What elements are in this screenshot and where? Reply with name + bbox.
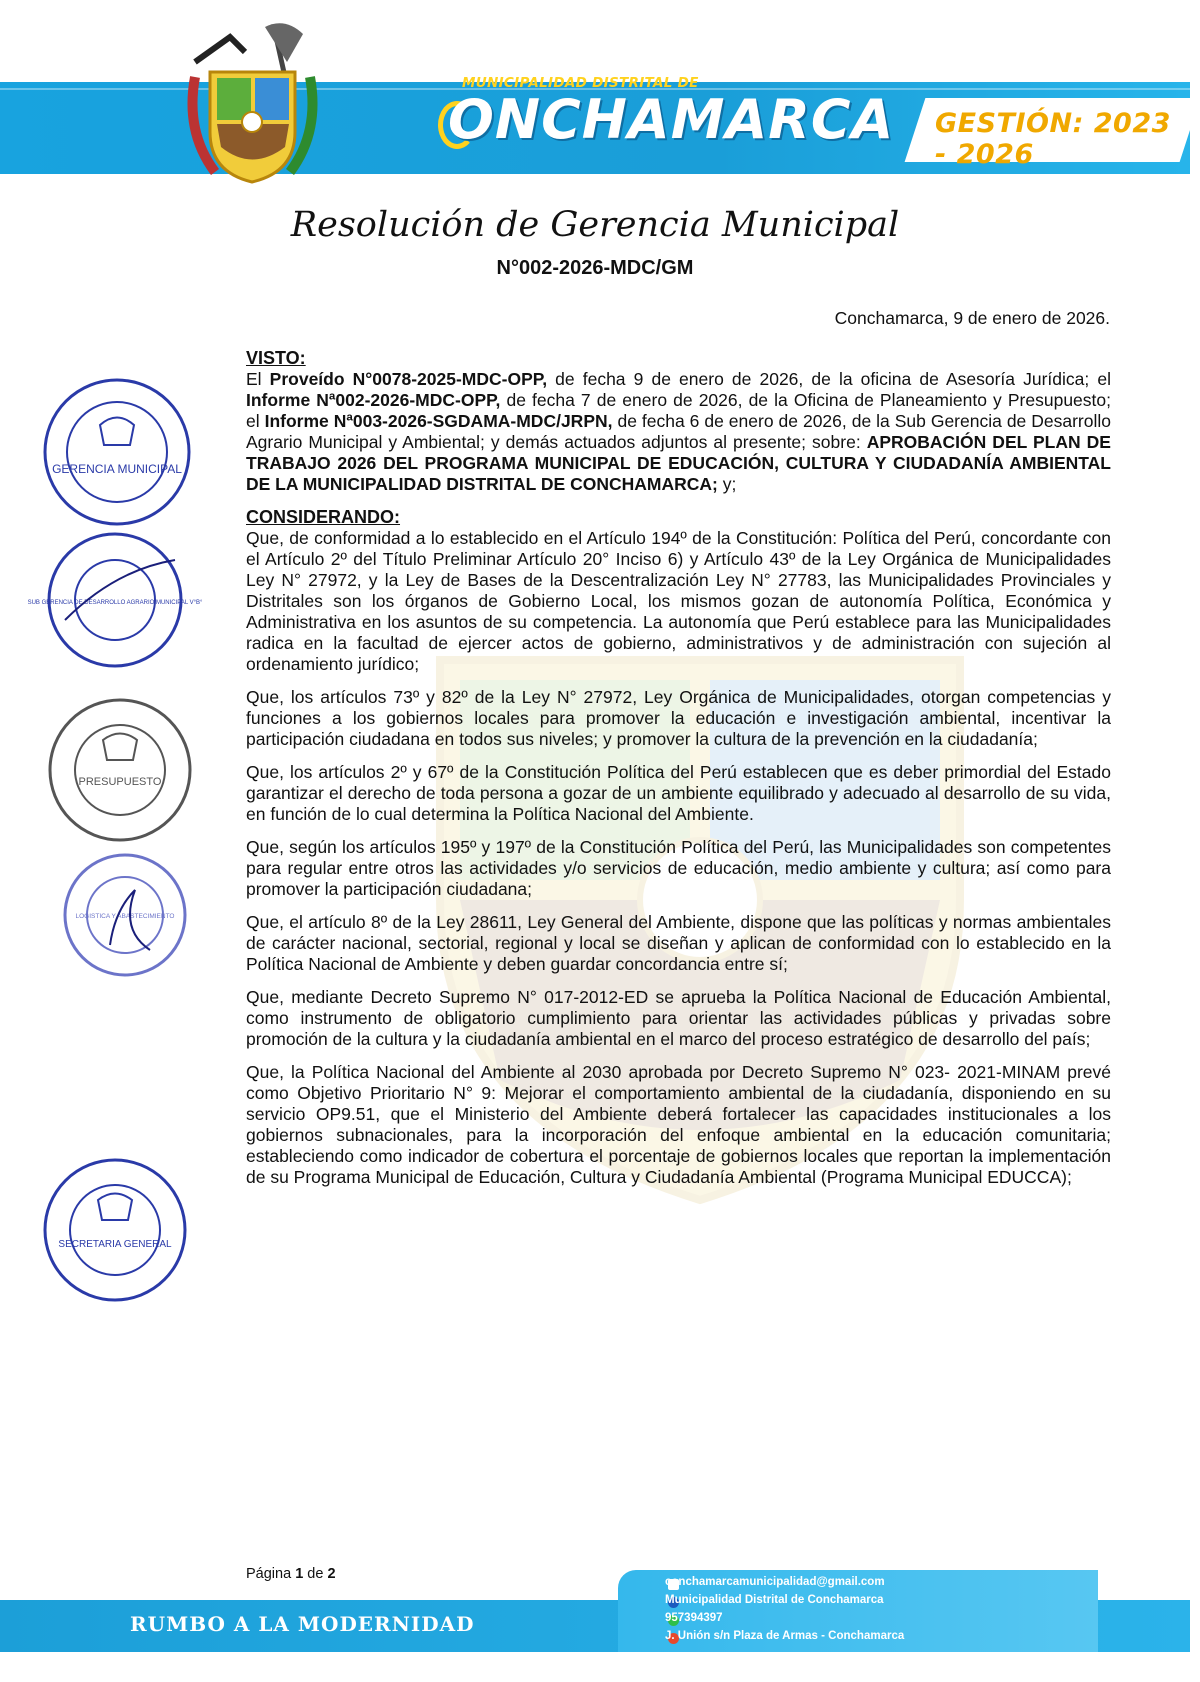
document-body bbox=[246, 348, 1111, 1200]
considerando-paragraph: Que, los artículos 2º y 67º de la Constitución Política del Perú establecen que es deber primordial del Estado garantizar el derecho de toda persona a gozar de un ambiente equilibrado y adecuado al desarrollo de su vida, en función de lo cual determina la Política Nacional del Ambiente. bbox=[246, 762, 1111, 824]
stamp-logistica bbox=[60, 850, 190, 980]
stamp-logistica-text: LOGISTICA Y ABASTECIMIENTO bbox=[75, 913, 175, 920]
visto-heading: VISTO: bbox=[246, 348, 306, 368]
contact-email: conchamarcamunicipalidad@gmail.com bbox=[665, 1576, 885, 1588]
stamp-gerencia-text: GERENCIA MUNICIPAL bbox=[52, 462, 182, 476]
contact-facebook: Municipalidad Distrital de Conchamarca bbox=[665, 1594, 884, 1606]
considerando-paragraph: Que, la Política Nacional del Ambiente al 2030 aprobada por Decreto Supremo N° 023- 2021-MINAM prevé como Objetivo Prioritario N° 9: Mejorar el comportamiento ambiental de la ciudadanía, disponiendo en su servicio OP9.51, que el Ministerio del Ambiente deberá fortalecer las capacidades institucionales a los gobiernos subnacionales, para la incorporación del enfoque ambiental en la educación comunitaria; estableciendo como indicador de cobertura el porcentaje de gobiernos locales que reportan la implementación de su Programa Municipal de Educación, Cultura y Ciudadanía Ambiental (Programa Municipal EDUCCA); bbox=[246, 1062, 1111, 1187]
stamp-secretaria-text: SECRETARIA GENERAL bbox=[58, 1239, 172, 1250]
municipal-crest-logo bbox=[175, 22, 330, 187]
stamp-secretaria bbox=[40, 1155, 190, 1305]
contact-address: J. Unión s/n Plaza de Armas - Conchamarca bbox=[665, 1630, 905, 1642]
considerando-paragraph: Que, los artículos 73º y 82º de la Ley N° 27972, Ley Orgánica de Municipalidades, otorgan competencias y funciones a los gobiernos locales para promover la educación e investigación ambiental, incentivar la participación ciudadana en todos sus niveles; y promover la cultura de la prevención en la ciudadanía; bbox=[246, 687, 1111, 749]
considerando-paragraph: Que, de conformidad a lo establecido en el Artículo 194º de la Constitución: Política del Perú, concordante con el Artículo 2º del Título Preliminar Artículo 20° Inciso 6) y Artículo 43º de la Ley Orgánica de Municipalidades Ley N° 27972, y la Ley de Bases de la Descentralización Ley N° 27783, las Municipalidades Provinciales y Distritales son los órganos de Gobierno Local, los mismos gozan de autonomía Política, Económica y Administrativa en los asuntos de su competencia. La autonomía que Perú establece para las Municipalidades radica en la facultad de ejercer actos de gobierno, administrativos y de administración con sujeción al ordenamiento jurídico; bbox=[246, 528, 1111, 674]
considerando-paragraph: Que, mediante Decreto Supremo N° 017-2012-ED se aprueba la Política Nacional de Educación Ambiental, como instrumento de obligatorio cumplimiento para orientar las actividades públicas y privadas sobre promoción de la cultura y la ciudadanía ambiental en el marco del proceso estratégico de desarrollo del país; bbox=[246, 987, 1111, 1049]
gestion-label: GESTIÓN: 2023 - 2026 bbox=[935, 108, 1171, 170]
considerando-heading: CONSIDERANDO: bbox=[246, 507, 401, 527]
stamp-presupuesto-text: PRESUPUESTO bbox=[78, 776, 162, 788]
municipality-name: ONCHAMARCA bbox=[448, 88, 895, 151]
visto-paragraph: El Proveído N°0078-2025-MDC-OPP, de fecha 9 de enero de 2026, de la oficina de Asesoría Jurídica; el Informe Nª002-2026-MDC-OPP, de fecha 7 de enero de 2026, de la Oficina de Planeamiento y Presupuesto; el Informe Nª003-2026-SGDAMA-MDC/JRPN, de fecha 6 de enero de 2026, de la Sub Gerencia de Desarrollo Agrario Municipal y Ambiental; y demás actuados adjuntos al presente; sobre: APROBACIÓN DEL PLAN DE TRABAJO 2026 DEL PROGRAMA MUNICIPAL DE EDUCACIÓN, CULTURA Y CIUDADANÍA AMBIENTAL DE LA MUNICIPALIDAD DISTRITAL DE CONCHAMARCA; y; bbox=[246, 369, 1111, 494]
stamp-agrario bbox=[27, 530, 203, 670]
stamp-presupuesto bbox=[45, 695, 195, 845]
considerando-paragraph: Que, el artículo 8º de la Ley 28611, Ley General del Ambiente, dispone que las políticas y normas ambientales de carácter nacional, sectorial, regional y local se diseñan y aplican de conformidad con lo establecido en la Política Nacional de Ambiente y deben guardar concordancia entre sí; bbox=[246, 912, 1111, 974]
stamp-gerencia bbox=[40, 375, 195, 530]
page-title: Resolución de Gerencia Municipal bbox=[290, 205, 900, 245]
page-number: Página 1 de 2 bbox=[246, 1566, 336, 1582]
place-date: Conchamarca, 9 de enero de 2026. bbox=[834, 308, 1110, 328]
considerando-paragraph: Que, según los artículos 195º y 197º de la Constitución Política del Perú, las Municipalidades son competentes para regular entre otros las actividades y/o servicios de educación, medio ambiente y cultura; así como para promover la participación ciudadana; bbox=[246, 837, 1111, 899]
contact-phone: 957394397 bbox=[665, 1612, 723, 1624]
municipality-label: MUNICIPALIDAD DISTRITAL DE bbox=[462, 75, 699, 91]
resolution-number: N°002-2026-MDC/GM bbox=[496, 257, 694, 279]
footer-slogan: RUMBO A LA MODERNIDAD bbox=[130, 1612, 475, 1636]
stamp-agrario-text: SUB GERENCIA DE DESARROLLO AGRARIO MUNICIPAL V°B° bbox=[27, 600, 203, 606]
